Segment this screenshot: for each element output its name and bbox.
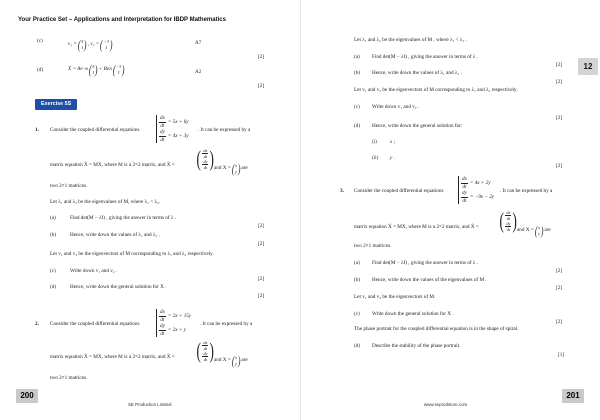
r-d-label: (d) [354,123,361,129]
q3-phase-text: The phase portrait for the coupled differential equation is in the shape of spiral. [354,326,519,332]
q3-c-text: Write down the general solution for X . [372,311,454,317]
q1-after: . It can be expressed by a [198,127,251,133]
r-a-mark: [2] [556,62,563,68]
answer-c-ref: A7 [195,40,202,46]
q1-b-label: (b) [50,232,57,238]
q1-intro: Consider the coupled differential equations [50,127,140,133]
q2-x-vector: and X = ( x y ) are [214,353,248,368]
q1-d-text: Hence, write down the general solution for X . [70,284,167,290]
exercise-badge: Exercise 5S [35,99,77,110]
q3-after: . It can be expressed by a [500,188,553,194]
q3-a-label: (a) [354,260,360,266]
answer-c-vectors: v₁ = ( 5 1 ) , v₂ = ( −3 1 ) [68,37,113,52]
r-d-ii-label: (ii) [372,155,379,161]
q2-two-by-one: two 2×1 matrices. [50,375,88,381]
page-number-left: 200 [16,389,38,403]
q3-b-mark: [2] [556,285,563,291]
q2-xdot-vector: ( $\frac{dx}{dt}$ $\frac{dy}{dt}$ ) [196,338,215,364]
q3-number: 3. [340,188,344,194]
q1-d-mark: [2] [258,293,265,299]
q3-d-mark: [1] [558,352,565,358]
r-d-ii-text: y . [390,155,395,161]
page-spine [300,0,301,420]
r-d-mark: [2] [556,163,563,169]
r-b-label: (b) [354,70,361,76]
q3-d-label: (d) [354,343,361,349]
q3-a-text: Find det(M − λI) , giving the answer in terms of λ . [372,260,478,266]
q1-c-mark: [2] [258,276,265,282]
q2-number: 2. [35,321,39,327]
r-d-text: Hence, write down the general solution for: [372,123,463,129]
r-b-mark: [2] [556,79,563,85]
q3-xdot-vector: ( $\frac{dx}{dt}$ $\frac{dy}{dt}$ ) [499,208,518,234]
q3-d-text: Describe the stability of the phase portrait. [372,343,461,349]
q3-a-mark: [2] [556,268,563,274]
q1-c-text: Write down v₁ and v₂ . [70,268,118,274]
q3-intro: Consider the coupled differential equations [354,188,444,194]
q1-a-label: (a) [50,215,56,221]
q1-b-text: Hence, write down the values of λ₁ and λ₂ . [70,232,160,238]
page-number-right: 201 [562,389,584,403]
footer-website: www.seprodstore.com [424,402,468,407]
mark-top-2: [2] [258,83,265,89]
q1-system: $\frac{dx}{dt}$ = 5x + 6y $\frac{dy}{dt}$ = 4x + 3y [156,115,189,143]
q2-intro: Consider the coupled differential equations [50,321,140,327]
q1-a-mark: [2] [258,223,265,229]
q3-matrix-text: matrix equation Ẋ = MX, where M is a 2×2 matrix, and Ẋ = [354,224,479,230]
q3-two-by-one: two 2×1 matrices. [354,243,392,249]
r-c-mark: [2] [556,115,563,121]
r-b-text: Hence, write down the values of λ₁ and λ₂ . [372,70,462,76]
q3-system: $\frac{dx}{dt}$ = 4x + 2y $\frac{dy}{dt}$ = −9x − 2y [458,176,494,204]
q1-xdot-vector: ( $\frac{dx}{dt}$ $\frac{dy}{dt}$ ) [196,146,215,172]
mark-top-1: [2] [258,54,265,60]
q3-c-label: (c) [354,311,360,317]
q2-matrix-text: matrix equation Ẋ = MX, where M is a 2×2 matrix, and Ẋ = [50,354,175,360]
q1-two-by-one: two 2×1 matrices. [50,183,88,189]
answer-d-label: (d) [37,67,44,73]
answer-d-ref: A2 [195,69,202,75]
q2-system: $\frac{dx}{dt}$ = 2x + 15y $\frac{dy}{dt}$ = 2x + y [156,309,191,337]
r-a-label: (a) [354,54,360,60]
answer-d-expression: X = Ae −6t ( 5 1 ) + Be 2t ( −3 1 ) [68,62,125,77]
q1-c-label: (c) [50,268,56,274]
q1-matrix-text: matrix equation Ẋ = MX, where M is a 2×2 matrix, and Ẋ = [50,162,175,168]
q3-x-vector: and X = ( x y ) are [517,223,551,238]
q3-c-mark: [2] [556,319,563,325]
q1-let-v: Let v₁ and v₂ be the eigenvectors of M corresponding to λ₁ and λ₂ respectively. [50,251,214,257]
r-d-i-text: x ; [390,139,396,145]
r-let-eigen: Let λ₁ and λ₂ be the eigenvalues of M , where λ₁ < λ₂ . [354,37,467,43]
q3-b-text: Hence, write down the values of the eigenvalues of M . [372,277,487,283]
q3-b-label: (b) [354,277,361,283]
chapter-side-tab: 12 [578,58,598,75]
page-header: Your Practice Set – Applications and Interpretation for IBDP Mathematics [18,17,226,23]
q2-after: . It can be expressed by a [200,321,253,327]
q1-number: 1. [35,127,39,133]
q1-d-label: (d) [50,284,57,290]
answer-c-label: (c) [37,38,43,44]
q1-let-eigen: Let λ₁ and λ₂ be the eigenvalues of M, where λ₁ < λ₂. [50,199,161,205]
r-c-label: (c) [354,104,360,110]
r-c-text: Write down v₁ and v₂ . [372,104,420,110]
q1-x-vector: and X = ( x y ) are [214,161,248,176]
r-d-i-label: (i) [372,139,377,145]
footer-publisher: SE Production Limited [128,402,172,407]
q3-let-v: Let v₁ and v₂ be the eigenvectors of M. [354,294,436,300]
q1-a-text: Find det(M − λI) , giving the answer in terms of λ . [70,215,176,221]
r-a-text: Find det(M − λI) , giving the answer in terms of λ . [372,54,478,60]
r-let-v: Let v₁ and v₂ be the eigenvectors of M corresponding to λ₁ and λ₂ respectively. [354,87,518,93]
q1-b-mark: [2] [258,241,265,247]
